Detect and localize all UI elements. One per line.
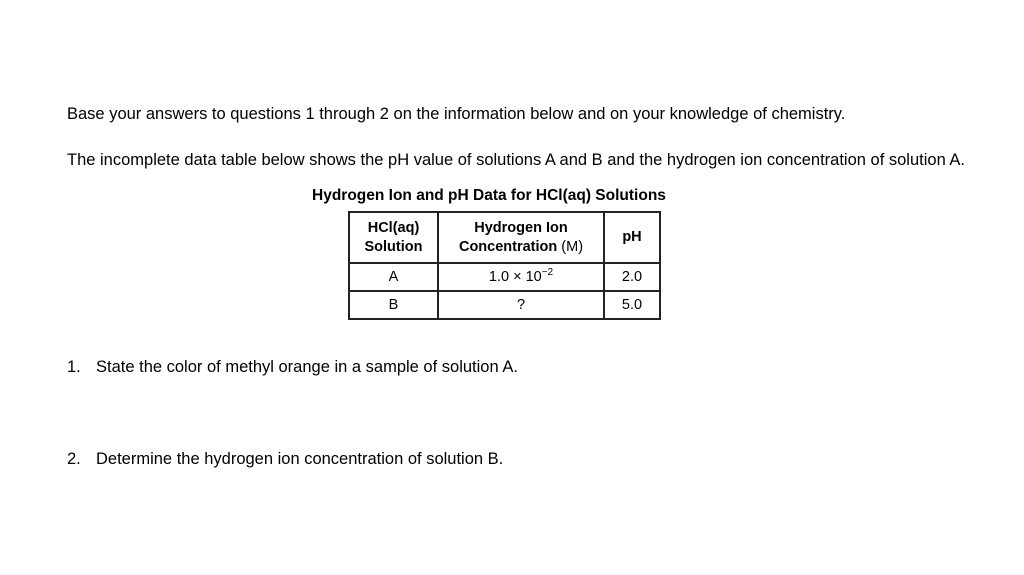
table-row xyxy=(349,291,660,319)
header-concentration-line1: Hydrogen Ion xyxy=(474,219,568,236)
cell-solution: A xyxy=(349,263,438,291)
table-title: Hydrogen Ion and pH Data for HCl(aq) Solutions xyxy=(312,187,666,204)
concentration-base: ? xyxy=(516,297,526,313)
header-concentration-line2: Concentration xyxy=(458,238,558,255)
header-concentration xyxy=(438,212,604,263)
header-concentration-unit: (M) xyxy=(561,238,584,255)
question-text: State the color of methyl orange in a sample of solution A. xyxy=(96,358,518,376)
cell-ph: 2.0 xyxy=(604,263,660,291)
table-row xyxy=(349,263,660,291)
data-table xyxy=(348,211,661,320)
cell-concentration xyxy=(438,291,604,319)
header-ph: pH xyxy=(604,212,660,263)
cell-solution: B xyxy=(349,291,438,319)
header-solution-line1: HCl(aq) xyxy=(367,219,420,236)
cell-ph: 5.0 xyxy=(604,291,660,319)
question-number: 2. xyxy=(67,450,81,468)
table-header-row xyxy=(349,212,660,263)
question-number: 1. xyxy=(67,358,81,376)
header-solution-line2: Solution xyxy=(364,238,423,255)
question-1 xyxy=(67,356,518,379)
description-text: The incomplete data table below shows the pH value of solutions A and B and the hydrogen ion concentration of solution A. xyxy=(67,151,966,169)
concentration-exponent: −2 xyxy=(541,267,554,278)
intro-text: Base your answers to questions 1 through 2 on the information below and on your knowledge of chemistry. xyxy=(67,105,846,123)
header-solution xyxy=(349,212,438,263)
concentration-base: 1.0 × 10 xyxy=(488,269,542,285)
question-2 xyxy=(67,448,503,471)
cell-concentration xyxy=(438,263,604,291)
question-text: Determine the hydrogen ion concentration of solution B. xyxy=(96,450,504,468)
